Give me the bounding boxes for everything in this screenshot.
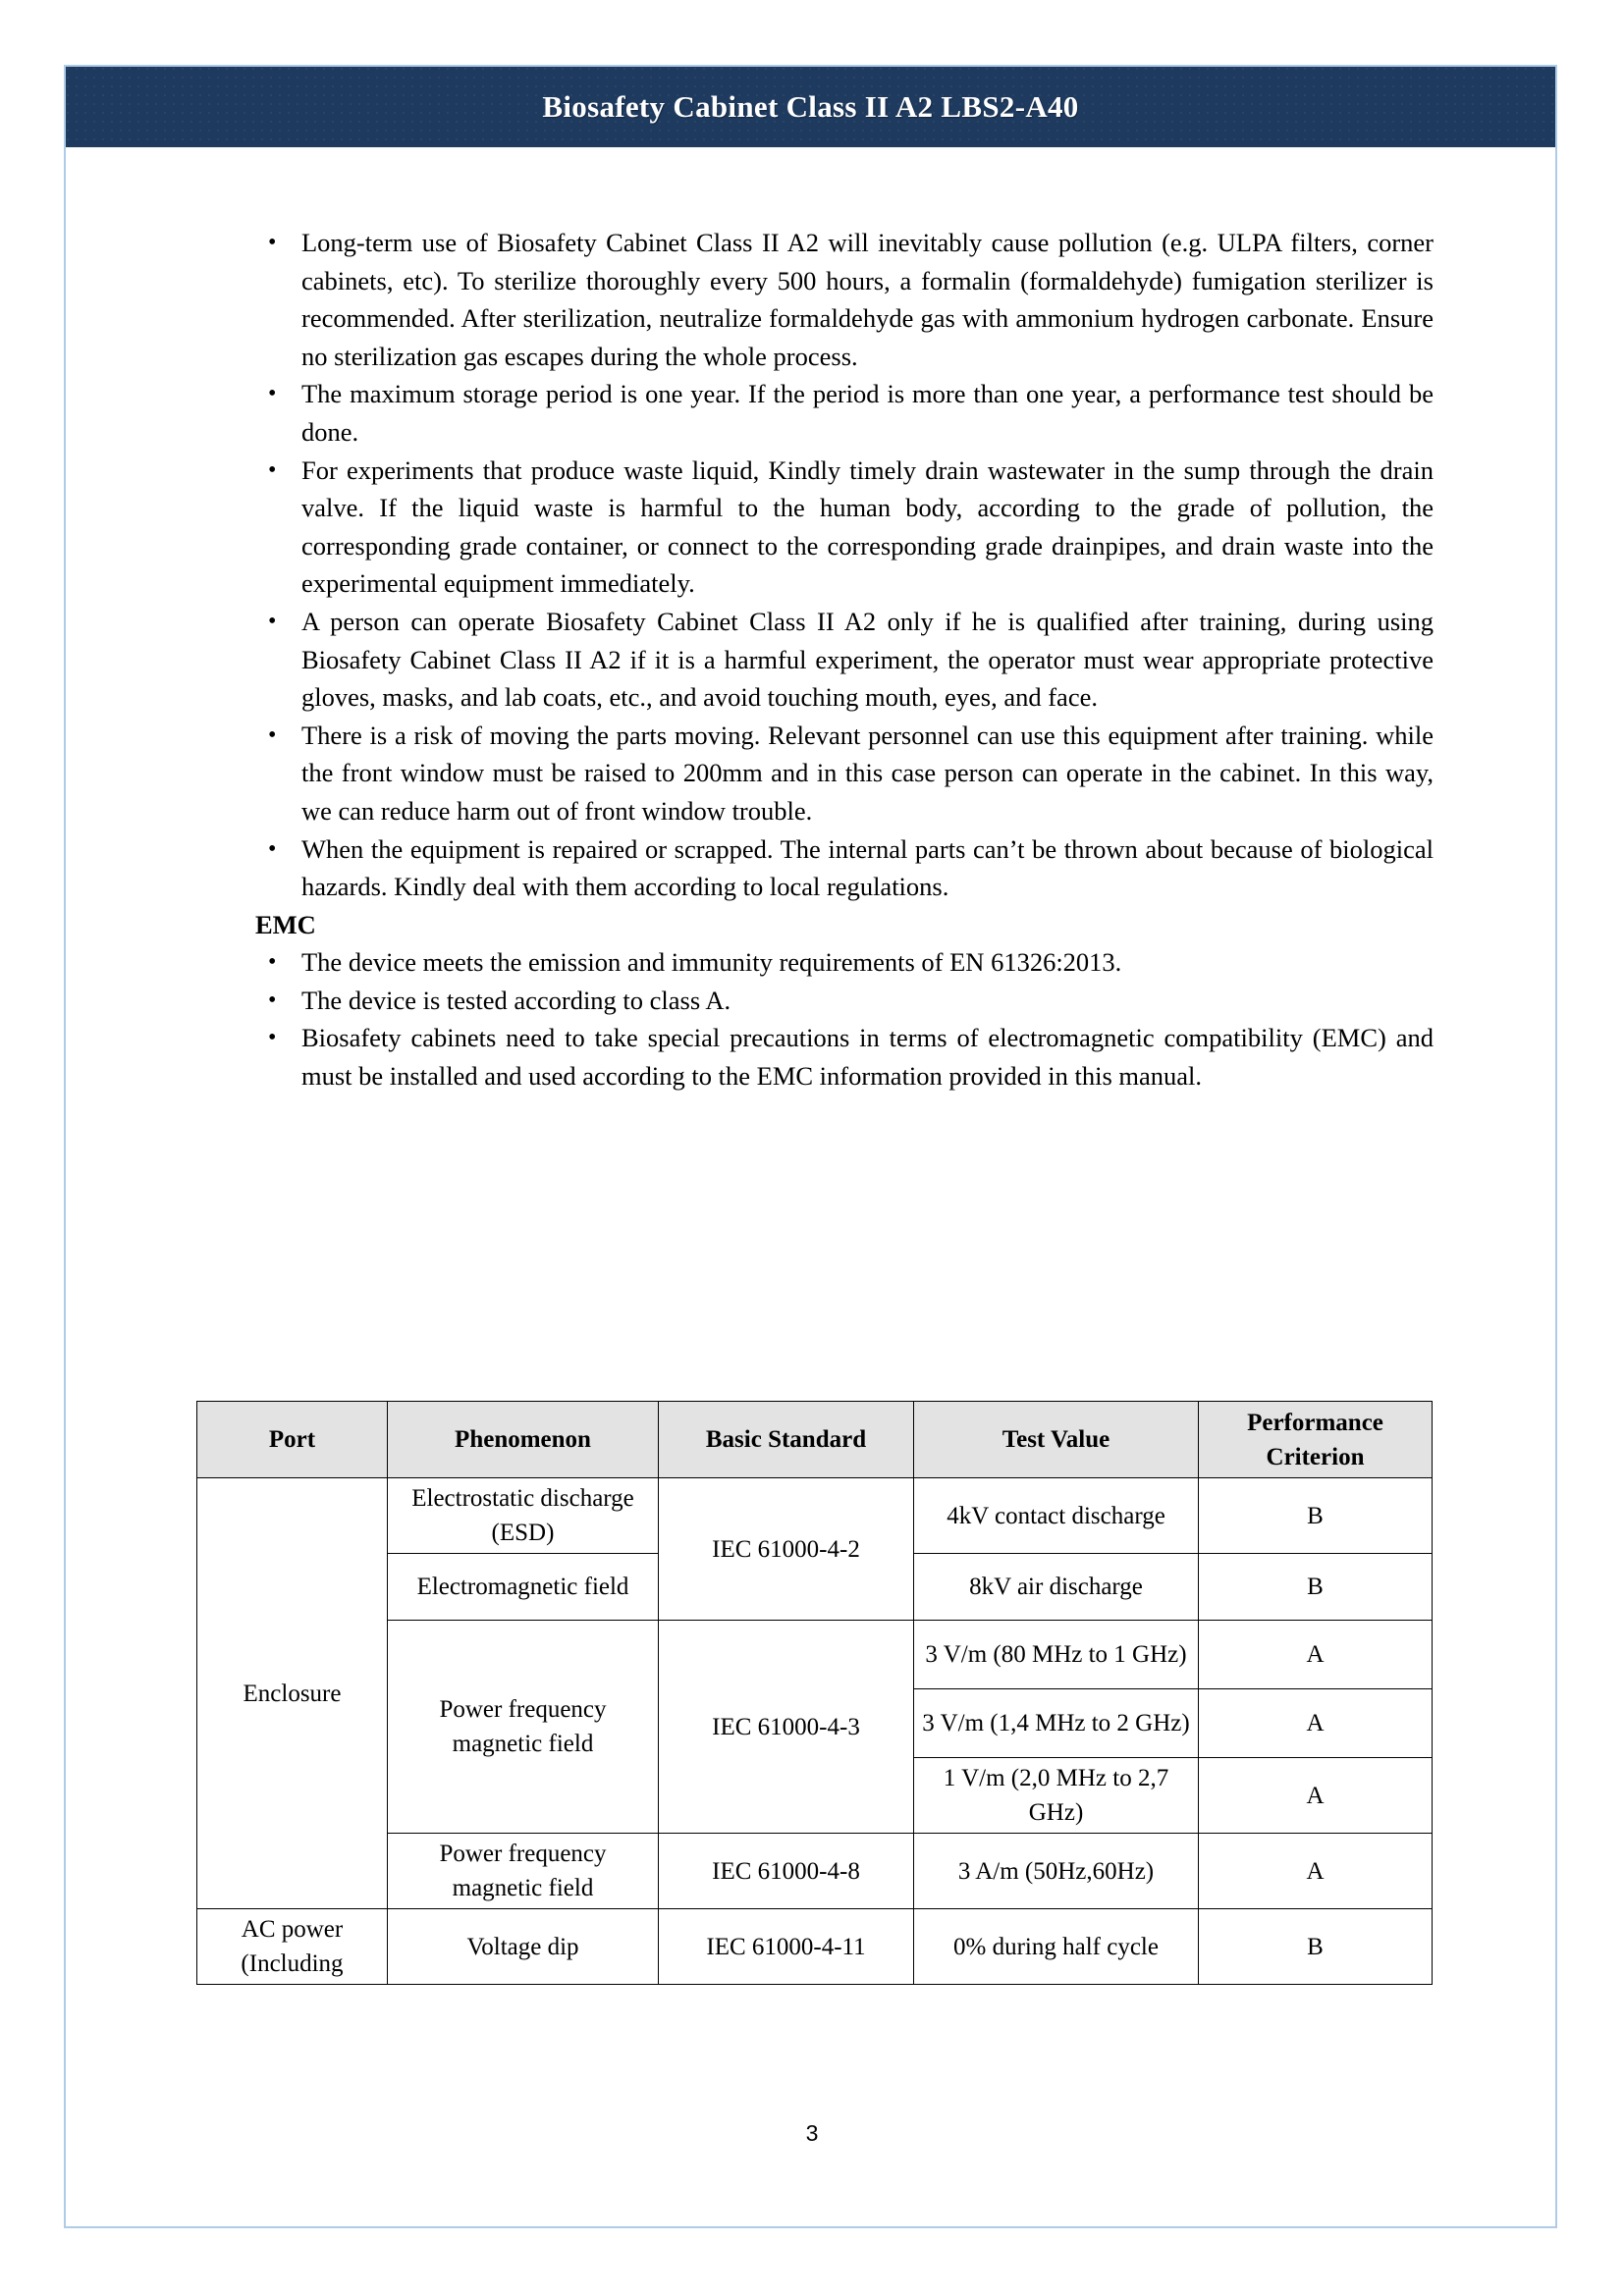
table-row — [197, 1909, 1433, 1985]
list-item: • There is a risk of moving the parts moving. Relevant personnel can use this equipment after training. while the front window must be raised to 200mm and in this case person can operate in the cabinet. In this way, we can reduce harm out of front window trouble. — [255, 717, 1434, 830]
safety-bullet-list — [255, 224, 1434, 906]
list-item: • Long-term use of Biosafety Cabinet Class II A2 will inevitably cause pollution (e.g. ULPA filters, corner cabinets, etc). To sterilize thoroughly every 500 hours, a formalin (formaldehyde) fumigation sterilizer is recommended. After sterilization, neutralize formaldehyde gas with ammonium hydrogen carbonate. Ensure no sterilization gas escapes during the whole process. — [255, 224, 1434, 375]
emc-compliance-table — [196, 1401, 1433, 1985]
cell-test-value: 3 V/m (80 MHz to 1 GHz) — [914, 1621, 1199, 1689]
cell-test-value: 3 A/m (50Hz,60Hz) — [914, 1834, 1199, 1909]
cell-basic-standard: IEC 61000-4-2 — [659, 1478, 914, 1621]
emc-table-container — [196, 1401, 1432, 1985]
table-header — [197, 1402, 1433, 1478]
cell-basic-standard: IEC 61000-4-11 — [659, 1909, 914, 1985]
column-header-port: Port — [197, 1402, 388, 1478]
column-header-performance-criterion: Performance Criterion — [1199, 1402, 1433, 1478]
cell-port: Enclosure — [197, 1478, 388, 1909]
cell-basic-standard: IEC 61000-4-8 — [659, 1834, 914, 1909]
document-body — [255, 224, 1434, 1095]
list-item: • Biosafety cabinets need to take special precautions in terms of electromagnetic compatibility (EMC) and must be installed and used according to the EMC information provided in this manual. — [255, 1019, 1434, 1095]
cell-test-value: 1 V/m (2,0 MHz to 2,7 GHz) — [914, 1758, 1199, 1834]
column-header-phenomenon: Phenomenon — [388, 1402, 659, 1478]
cell-test-value: 0% during half cycle — [914, 1909, 1199, 1985]
cell-criterion: B — [1199, 1554, 1433, 1621]
column-header-test-value: Test Value — [914, 1402, 1199, 1478]
list-item: • The device meets the emission and immunity requirements of EN 61326:2013. — [255, 943, 1434, 982]
emc-bullet-list — [255, 943, 1434, 1095]
cell-criterion: A — [1199, 1621, 1433, 1689]
cell-criterion: A — [1199, 1758, 1433, 1834]
cell-basic-standard: IEC 61000-4-3 — [659, 1621, 914, 1834]
list-item: • For experiments that produce waste liquid, Kindly timely drain wastewater in the sump through the drain valve. If the liquid waste is harmful to the human body, according to the grade of pollution, the corresponding grade container, or connect to the corresponding grade drainpipes, and drain waste into the experimental equipment immediately. — [255, 452, 1434, 603]
table-row — [197, 1478, 1433, 1554]
cell-phenomenon: Power frequency magnetic field — [388, 1834, 659, 1909]
cell-phenomenon: Electrostatic discharge (ESD) — [388, 1478, 659, 1554]
cell-phenomenon: Electromagnetic field — [388, 1554, 659, 1621]
page-number: 3 — [805, 2120, 819, 2146]
page-title: Biosafety Cabinet Class II A2 LBS2-A40 — [542, 89, 1079, 124]
cell-criterion: A — [1199, 1834, 1433, 1909]
cell-phenomenon: Power frequency magnetic field — [388, 1621, 659, 1834]
cell-test-value: 3 V/m (1,4 MHz to 2 GHz) — [914, 1689, 1199, 1758]
list-item: • The maximum storage period is one year. If the period is more than one year, a performance test should be done. — [255, 375, 1434, 451]
list-item: • The device is tested according to class A. — [255, 982, 1434, 1020]
cell-test-value: 8kV air discharge — [914, 1554, 1199, 1621]
cell-phenomenon: Voltage dip — [388, 1909, 659, 1985]
cell-criterion: B — [1199, 1478, 1433, 1554]
list-item: • When the equipment is repaired or scrapped. The internal parts can’t be thrown about because of biological hazards. Kindly deal with them according to local regulations. — [255, 830, 1434, 906]
document-header-banner — [64, 65, 1557, 147]
cell-test-value: 4kV contact discharge — [914, 1478, 1199, 1554]
cell-port: AC power (Including — [197, 1909, 388, 1985]
table-header-row — [197, 1402, 1433, 1478]
column-header-basic-standard: Basic Standard — [659, 1402, 914, 1478]
cell-criterion: B — [1199, 1909, 1433, 1985]
emc-section-heading: EMC — [255, 909, 316, 939]
list-item: • A person can operate Biosafety Cabinet Class II A2 only if he is qualified after training, during using Biosafety Cabinet Class II A2 if it is a harmful experiment, the operator must wear appropriate protective gloves, masks, and lab coats, etc., and avoid touching mouth, eyes, and face. — [255, 603, 1434, 717]
table-body — [197, 1478, 1433, 1985]
cell-criterion: A — [1199, 1689, 1433, 1758]
